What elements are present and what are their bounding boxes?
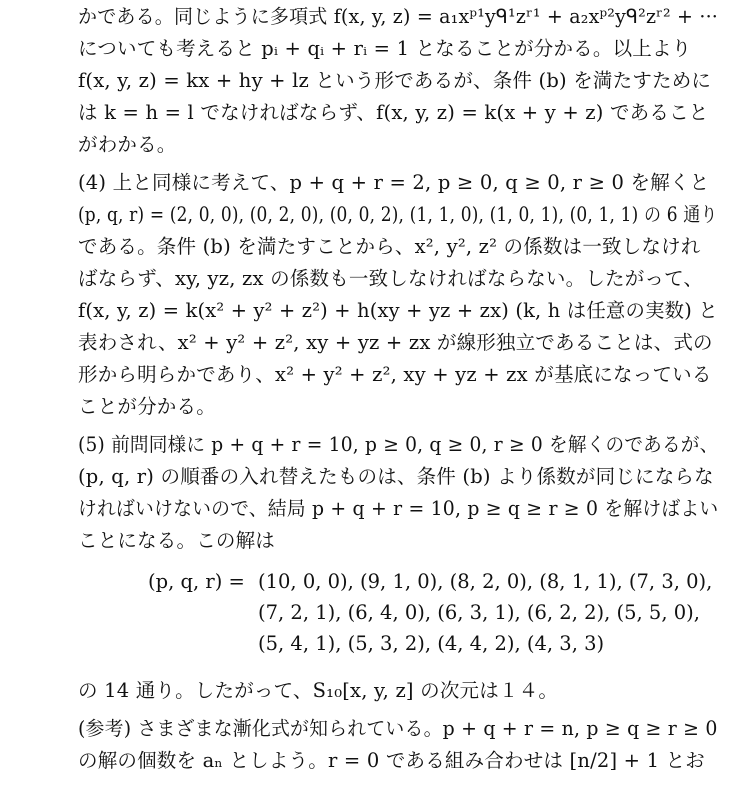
text-line: の 14 通り。したがって、S₁₀[x, y, z] の次元は１４。	[78, 679, 559, 702]
text-line: f(x, y, z) = kx + hy + lz という形であるが、条件 (b) を満たすために	[78, 69, 712, 92]
text-line: は k = h = l でなければならず、f(x, y, z) = k(x + y + z) であること	[78, 101, 709, 124]
text-line: (p, q, r) の順番の入れ替えたものは、条件 (b) より係数が同じにならな	[78, 465, 714, 488]
text-line: がわかる。	[78, 133, 177, 156]
text-line: (5) 前問同様に p + q + r = 10, p ≥ 0, q ≥ 0, r ≥ 0 を解くのであるが、	[78, 433, 719, 456]
text-line: ことになる。この解は	[78, 529, 276, 552]
text-line: (参考) さまざまな漸化式が知られている。p + q + r = n, p ≥ q ≥ r ≥ 0	[78, 717, 718, 740]
equation-lhs: (p, q, r) =	[148, 570, 245, 593]
text-line: かである。同じように多項式 f(x, y, z) = a₁xᵖ¹yᑫ¹zʳ¹ + a₂xᵖ²yᑫ²zʳ² + ···	[78, 5, 719, 28]
text-line: f(x, y, z) = k(x² + y² + z²) + h(xy + yz + zx) (k, h は任意の実数) と	[78, 299, 718, 322]
text-line: ことが分かる。	[78, 395, 216, 418]
equation-row: (5, 4, 1), (5, 3, 2), (4, 4, 2), (4, 3, 3)	[258, 632, 605, 655]
text-line: (4) 上と同様に考えて、p + q + r = 2, p ≥ 0, q ≥ 0, r ≥ 0 を解くと	[78, 171, 710, 194]
text-line: 表わされ、x² + y² + z², xy + yz + zx が線形独立であることは、式の	[78, 331, 713, 354]
text-line: である。条件 (b) を満たすことから、x², y², z² の係数は一致しなけれ	[78, 235, 701, 258]
equation-row: (7, 2, 1), (6, 4, 0), (6, 3, 1), (6, 2, 2), (5, 5, 0),	[258, 601, 700, 624]
text-line: ければいけないので、結局 p + q + r = 10, p ≥ q ≥ r ≥ 0 を解けばよい	[78, 497, 719, 520]
text-line: (p, q, r) = (2, 0, 0), (0, 2, 0), (0, 0, 2), (1, 1, 0), (1, 0, 1), (0, 1, 1) の 6 通り	[78, 203, 718, 226]
text-line: についても考えると pᵢ + qᵢ + rᵢ = 1 となることが分かる。以上より	[78, 37, 692, 60]
equation-row: (10, 0, 0), (9, 1, 0), (8, 2, 0), (8, 1, 1), (7, 3, 0),	[258, 570, 713, 593]
text-line: ばならず、xy, yz, zx の係数も一致しなければならない。したがって、	[78, 267, 704, 290]
text-line: 形から明らかであり、x² + y² + z², xy + yz + zx が基底になっている	[78, 363, 712, 386]
text-line: の解の個数を aₙ としよう。r = 0 である組み合わせは [n/2] + 1 とお	[78, 749, 706, 772]
